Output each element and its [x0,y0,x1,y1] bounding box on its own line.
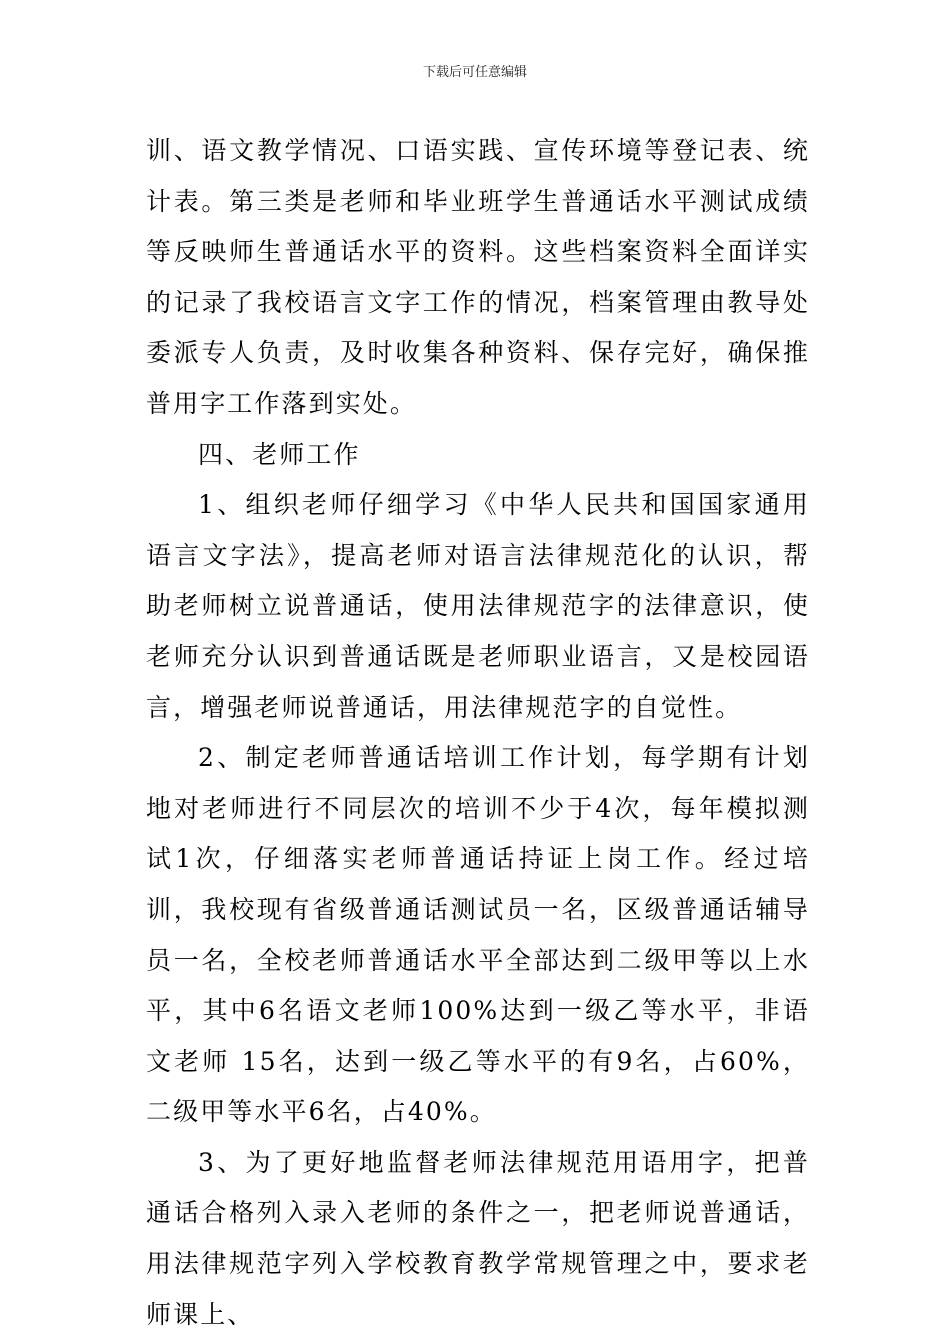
paragraph-archive-records: 训、语文教学情况、口语实践、宣传环境等登记表、统计表。第三类是老师和毕业班学生普通话水平测试成绩等反映师生普通话水平的资料。这些档案资料全面详实的记录了我校语言文字工作的情况，档案管理由教导处委派专人负责，及时收集各种资料、保存完好，确保推普用字工作落到实处。 [146,136,810,418]
paragraph-item-2: 2、制定老师普通话培训工作计划，每学期有计划地对老师进行不同层次的培训不少于4次，每年模拟测试1次，仔细落实老师普通话持证上岗工作。经过培训，我校现有省级普通话测试员一名，区级普通话辅导员一名，全校老师普通话水平全部达到二级甲等以上水平，其中6名语文老师100%达到一级乙等水平，非语文老师 15名，达到一级乙等水平的有9名，占60%，二级甲等水平6名，占40%。 [146,743,810,1127]
paragraph-item-3: 3、为了更好地监督老师法律规范用语用字，把普通话合格列入录入老师的条件之一，把老师说普通话，用法律规范字列入学校教育教学常规管理之中，要求老师课上、 [146,1147,810,1329]
section-heading-teacher-work: 四、老师工作 [198,439,361,469]
page-header: 下载后可任意编辑 [422,65,527,80]
document-body [146,126,810,1340]
paragraph-item-1: 1、组织老师仔细学习《中华人民共和国国家通用语言文字法》，提高老师对语言法律规范化的认识，帮助老师树立说普通话，使用法律规范字的法律意识，使老师充分认识到普通话既是老师职业语言，又是校园语言，增强老师说普通话，用法律规范字的自觉性。 [146,490,810,722]
